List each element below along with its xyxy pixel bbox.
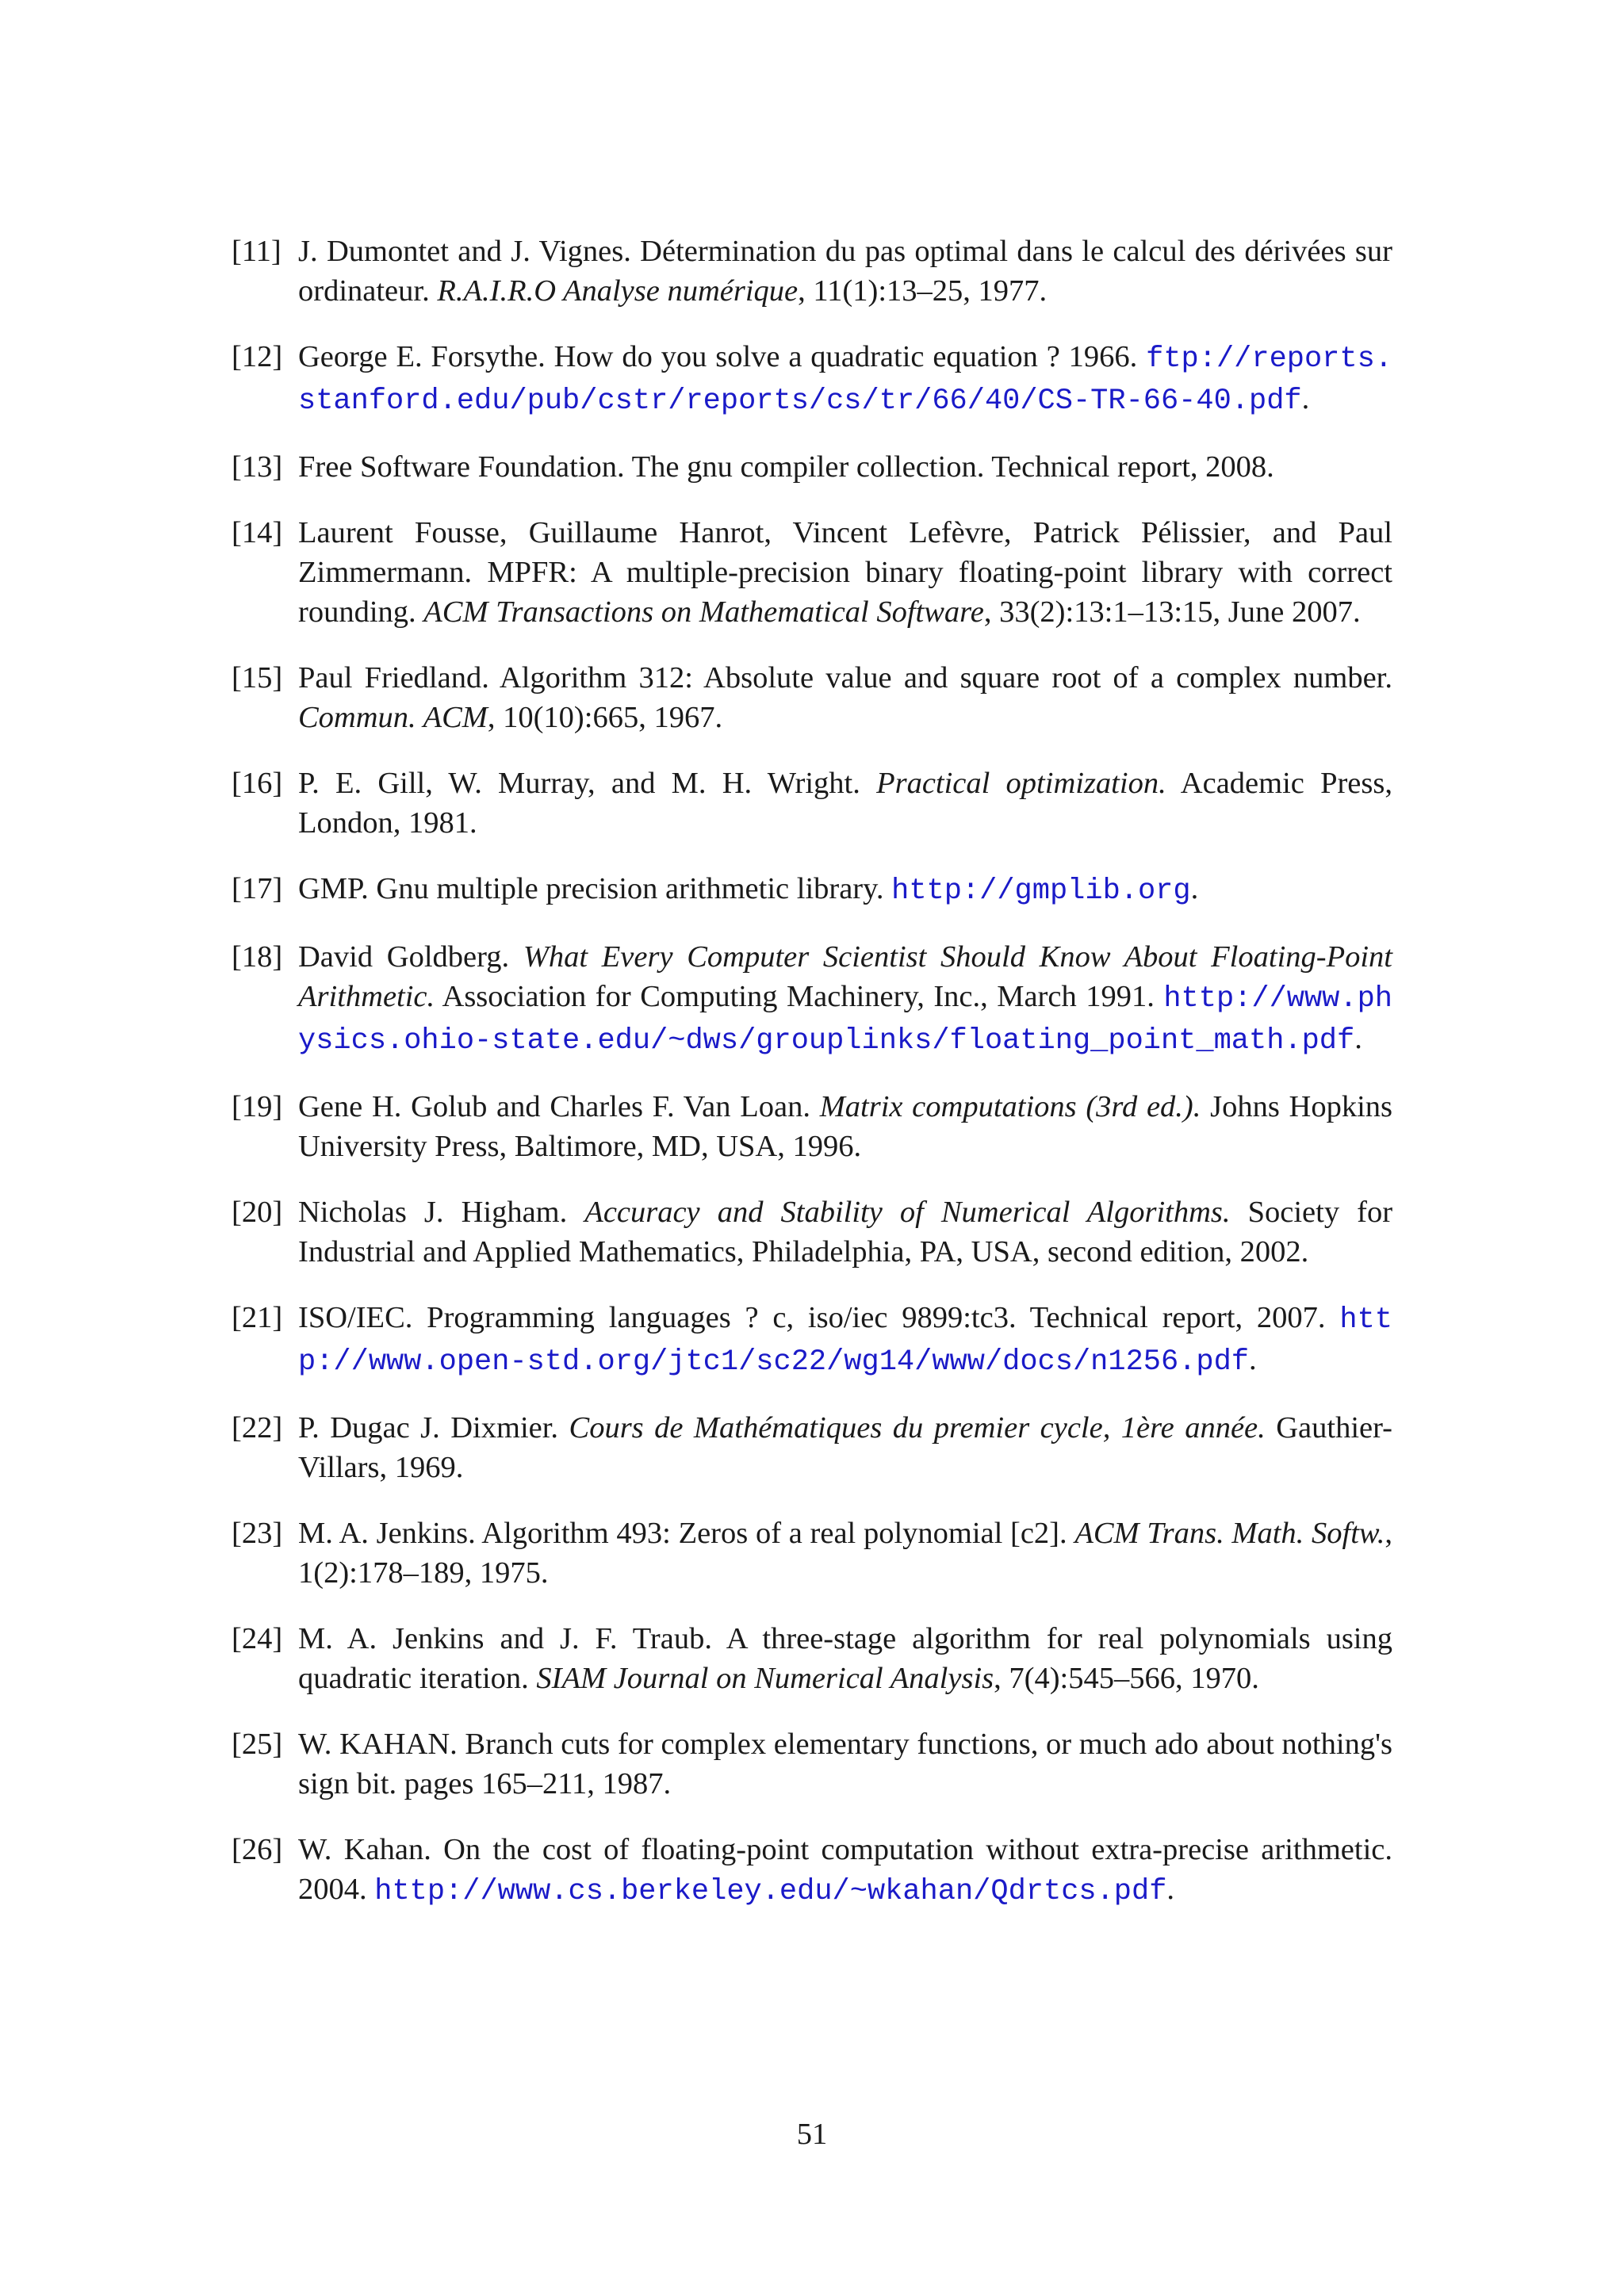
reference-text: Nicholas J. Higham. Accuracy and Stability of Numerical Algorithms. Society for Industrial and Applied Mathematics, Philadelphia, PA, USA, second edition, 2002. [298, 1196, 1393, 1269]
reference-number: [16] [232, 767, 283, 800]
reference-20 [232, 1192, 1392, 1272]
reference-text: ISO/IEC. Programming languages ? c, iso/iec 9899:tc3. Technical report, 2007. http://www.open-std.org/jtc1/sc22/wg14/www/docs/n1256.pdf. [298, 1301, 1392, 1379]
book-title: Cours de Mathématiques du premier cycle, 1ère année. [569, 1411, 1266, 1445]
reference-22 [232, 1408, 1392, 1487]
reference-text: M. A. Jenkins. Algorithm 493: Zeros of a real polynomial [c2]. ACM Trans. Math. Softw., 1(2):178–189, 1975. [298, 1517, 1392, 1590]
book-title: Matrix computations (3rd ed.). [819, 1090, 1201, 1123]
reference-23 [232, 1513, 1392, 1593]
reference-21 [232, 1298, 1392, 1382]
reference-number: [24] [232, 1622, 283, 1655]
reference-text: Laurent Fousse, Guillaume Hanrot, Vincent Lefèvre, Patrick Pélissier, and Paul Zimmermann. MPFR: A multiple-precision binary floating-point library with correct rounding. ACM Transactions on Mathematical Software, 33(2):13:1–13:15, June 2007. [298, 516, 1392, 629]
bibliography [232, 232, 1392, 1938]
book-title: What Every Computer Scientist Should Know About Floating-Point Arithmetic. [298, 940, 1393, 1013]
reference-link[interactable]: http://www.open-std.org/jtc1/sc22/wg14/www/docs/n1256.pdf [298, 1303, 1392, 1379]
reference-text: M. A. Jenkins and J. F. Traub. A three-stage algorithm for real polynomials using quadratic iteration. SIAM Journal on Numerical Analysis, 7(4):545–566, 1970. [298, 1622, 1392, 1695]
reference-11 [232, 232, 1392, 311]
reference-number: [21] [232, 1301, 283, 1334]
reference-text: GMP. Gnu multiple precision arithmetic library. http://gmplib.org. [298, 872, 1199, 908]
reference-text: W. KAHAN. Branch cuts for complex elementary functions, or much ado about nothing's sign bit. pages 165–211, 1987. [298, 1728, 1392, 1800]
reference-number: [23] [232, 1517, 283, 1550]
reference-26 [232, 1830, 1392, 1911]
reference-13 [232, 447, 1392, 487]
reference-number: [25] [232, 1728, 283, 1761]
reference-text: David Goldberg. What Every Computer Scientist Should Know About Floating-Point Arithmetic. Association for Computing Machinery, Inc., March 1991. http://www.physics.ohio-state.edu/~dws/grouplinks/floating_point_math.pdf. [298, 940, 1393, 1058]
reference-24 [232, 1619, 1392, 1698]
reference-17 [232, 869, 1392, 911]
reference-16 [232, 763, 1392, 843]
book-title: Accuracy and Stability of Numerical Algorithms. [584, 1196, 1231, 1229]
journal-title: R.A.I.R.O Analyse numérique [437, 274, 799, 308]
reference-number: [26] [232, 1833, 283, 1866]
reference-number: [15] [232, 661, 283, 695]
reference-text: P. E. Gill, W. Murray, and M. H. Wright. Practical optimization. Academic Press, London, 1981. [298, 767, 1392, 840]
reference-number: [22] [232, 1411, 283, 1445]
reference-number: [18] [232, 940, 283, 974]
reference-text: J. Dumontet and J. Vignes. Détermination du pas optimal dans le calcul des dérivées sur ordinateur. R.A.I.R.O Analyse numérique, 11(1):13–25, 1977. [298, 235, 1392, 308]
reference-25 [232, 1724, 1392, 1804]
journal-title: Commun. ACM [298, 701, 488, 734]
reference-12 [232, 337, 1392, 421]
reference-number: [13] [232, 450, 283, 484]
reference-number: [11] [232, 235, 282, 268]
reference-number: [17] [232, 872, 283, 905]
reference-15 [232, 658, 1392, 737]
reference-text: P. Dugac J. Dixmier. Cours de Mathématiques du premier cycle, 1ère année. Gauthier-Villars, 1969. [298, 1411, 1392, 1484]
reference-number: [20] [232, 1196, 283, 1229]
reference-text: W. Kahan. On the cost of floating-point computation without extra-precise arithmetic. 2004. http://www.cs.berkeley.edu/~wkahan/Qdrtcs.pdf. [298, 1833, 1392, 1908]
reference-link[interactable]: ftp://reports.stanford.edu/pub/cstr/reports/cs/tr/66/40/CS-TR-66-40.pdf [298, 342, 1392, 418]
reference-number: [14] [232, 516, 283, 549]
journal-title: SIAM Journal on Numerical Analysis [536, 1662, 994, 1695]
page-number: 51 [796, 2118, 828, 2151]
reference-18 [232, 937, 1392, 1061]
reference-number: [19] [232, 1090, 283, 1123]
reference-link[interactable]: http://gmplib.org [891, 874, 1191, 908]
reference-number: [12] [232, 340, 283, 373]
reference-14 [232, 513, 1392, 632]
reference-text: George E. Forsythe. How do you solve a quadratic equation ? 1966. ftp://reports.stanford.edu/pub/cstr/reports/cs/tr/66/40/CS-TR-66-40.pdf. [298, 340, 1392, 418]
reference-text: Gene H. Golub and Charles F. Van Loan. Matrix computations (3rd ed.). Johns Hopkins University Press, Baltimore, MD, USA, 1996. [298, 1090, 1393, 1163]
reference-text: Paul Friedland. Algorithm 312: Absolute value and square root of a complex number. Commun. ACM, 10(10):665, 1967. [298, 661, 1392, 734]
journal-title: ACM Trans. Math. Softw. [1074, 1517, 1385, 1550]
reference-19 [232, 1087, 1392, 1166]
reference-link[interactable]: http://www.cs.berkeley.edu/~wkahan/Qdrtcs.pdf [374, 1875, 1167, 1908]
book-title: Practical optimization. [876, 767, 1166, 800]
reference-text: Free Software Foundation. The gnu compiler collection. Technical report, 2008. [298, 450, 1274, 484]
journal-title: ACM Transactions on Mathematical Software [423, 595, 984, 629]
reference-link[interactable]: http://www.physics.ohio-state.edu/~dws/grouplinks/floating_point_math.pdf [298, 982, 1392, 1058]
